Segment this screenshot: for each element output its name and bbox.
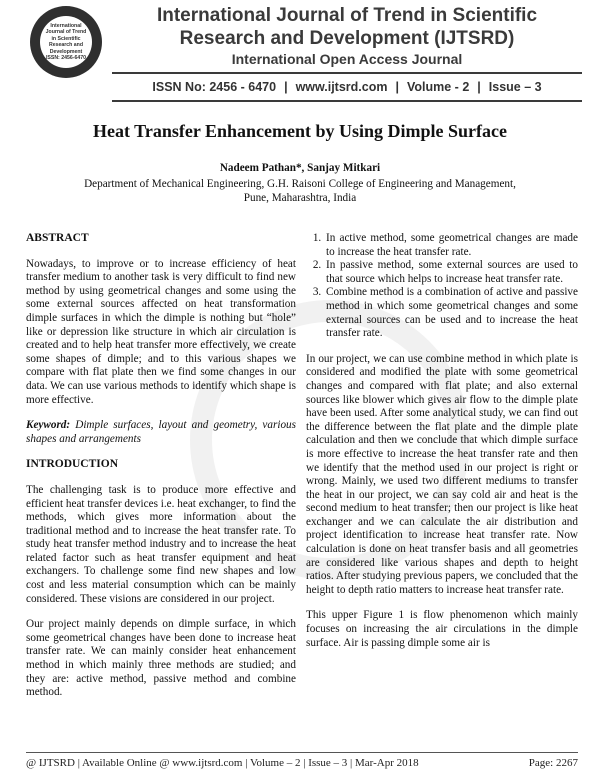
volume-label: Volume - 2 xyxy=(406,80,470,94)
page-footer xyxy=(26,752,578,769)
abstract-text: Nowadays, to improve or to increase efficiency of heat transfer medium to another task is very difficult to find new method by using geometrical changes and some using the some external sources affected on heat transformation dimple surfaces in which the dimple is nothing but “hole” like or depression like structure in which air circulation is created and to help heat transfer more effectively, we create some shapes of dimple; and to this various shapes we compare with flat plate then we find some changes in our data. We can use various methods to identify which shape is more effective. xyxy=(26,257,296,406)
journal-logo xyxy=(30,6,102,78)
journal-header xyxy=(0,0,600,104)
paper-authors: Nadeem Pathan*, Sanjay Mitkari xyxy=(219,162,381,174)
list-item: 3. Combine method is a combination of active and passive method in which some geometrical changes and some external sources can be used and to increase the heat transfer rate. xyxy=(324,286,578,340)
introduction-heading: INTRODUCTION xyxy=(26,458,119,471)
list-item: 2. In passive method, some external sources are used to that source which helps to increase heat transfer rate. xyxy=(324,259,578,286)
journal-title-line1: International Journal of Trend in Scientific xyxy=(156,5,538,26)
affiliation-line1: Department of Mechanical Engineering, G.H. Raisoni College of Engineering and Management, xyxy=(84,178,516,190)
issn-bar xyxy=(112,72,582,102)
separator: | xyxy=(477,80,481,94)
logo-text: International Journal of Trend in Scientific Research and Development ISSN: 2456-6470 xyxy=(45,22,87,61)
intro-paragraph-2: Our project mainly depends on dimple surface, in which some geometrical changes have been done to increase heat transfer rate. We can mainly consider heat enhancement method in which mainly three methods are studied; and they are: active method, passive method and combine method. xyxy=(26,618,296,699)
keywords xyxy=(26,419,296,446)
body-paragraph-2: This upper Figure 1 is flow phenomenon which mainly focuses on increasing the air circulations in the dimple surface. Air is passing dimple some air is xyxy=(306,609,578,649)
keyword-label: Keyword: xyxy=(26,419,71,432)
paper-affiliation xyxy=(60,177,540,205)
body-paragraph-1: In our project, we can use combine method in which plate is considered and modified the plate with some geometrical changes and compared with flat plate; and also external sources like blower which gives air flow to the dimple plate have been used. After some analytical study, we can find out the difference between the flat plate and the dimple plate calculation and then we conclude that which dimple surface is more effective to increase the heat transfer rate and then we identify that the method used in our project is right or wrong. Mainly, we used two different mediums to transfer the heat in our project, we can say cold air and heat is the second medium to heat transfer; then our project is like heat exchanger and we can calculate the air distribution and project identification to increase heat transfer rate. Now calculation is done on heat transfer basis and all geometries are considered like various shapes and depth to height ratios. After studying previous papers, we concluded that the height to depth ratio matters to increase heat transfer rate. xyxy=(306,352,578,596)
keyword-text: Dimple surfaces, layout and geometry, various shapes and arrangements xyxy=(26,419,296,445)
right-column xyxy=(306,232,578,662)
separator: | xyxy=(284,80,288,94)
journal-title xyxy=(112,4,582,50)
page-number: Page: 2267 xyxy=(528,757,578,769)
website-link[interactable]: www.ijtsrd.com xyxy=(295,80,388,94)
footer-citation: @ IJTSRD | Available Online @ www.ijtsrd.com | Volume – 2 | Issue – 3 | Mar-Apr 2018 xyxy=(26,757,419,769)
issn-number: ISSN No: 2456 - 6470 xyxy=(152,80,277,94)
issue-label: Issue – 3 xyxy=(488,80,542,94)
paper-title: Heat Transfer Enhancement by Using Dimple Surface xyxy=(93,121,507,141)
separator: | xyxy=(395,80,399,94)
affiliation-line2: Pune, Maharashtra, India xyxy=(243,192,357,204)
left-column xyxy=(26,232,296,712)
list-item: 1. In active method, some geometrical changes are made to increase the heat transfer rate. xyxy=(324,232,578,259)
journal-title-line2: Research and Development (IJTSRD) xyxy=(179,28,515,49)
methods-list xyxy=(306,232,578,341)
abstract-heading: ABSTRACT xyxy=(26,232,89,244)
intro-paragraph-1: The challenging task is to produce more effective and efficient heat transfer devices i.e. heat exchanger, to find the methods, which gives more information about the traditional method and to increase the heat transfer rate. To study heat transfer method industry and to increase the heat related factor such as heat transfer equipment and heat exchangers. To challenge some find new shapes and low cost and less material consumption which can be mainly considered. These visions are considered in our project. xyxy=(26,483,296,605)
journal-subtitle: International Open Access Journal xyxy=(231,51,463,67)
